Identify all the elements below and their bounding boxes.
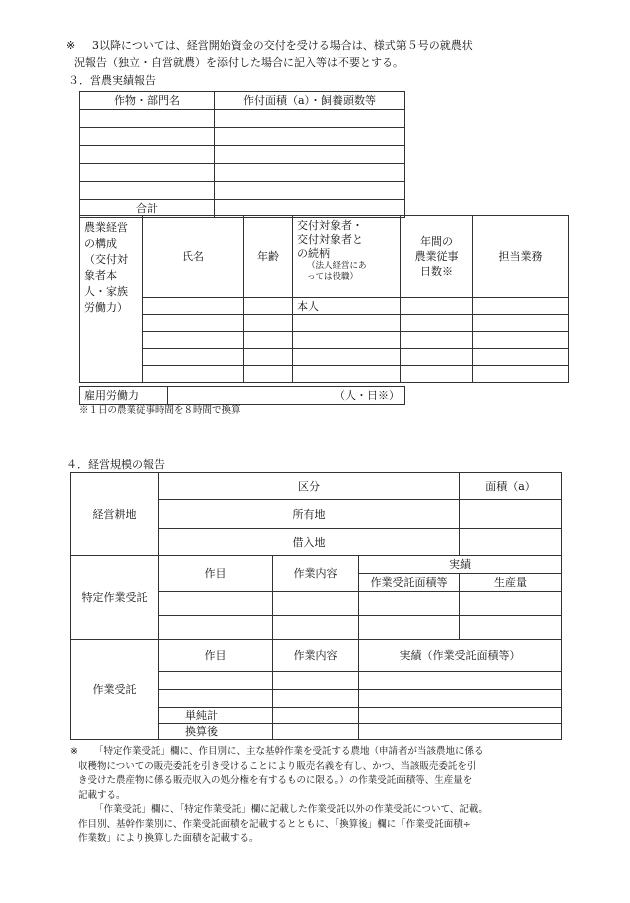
crops-header-area: 作付面積（a）・飼養頭数等 [215,92,405,110]
table-row [80,349,569,366]
specific-col-area: 作業受託面積等 [359,574,460,592]
work-col-item: 作目 [159,640,273,672]
table-row [80,164,405,182]
crops-total-label: 合計 [80,200,215,218]
table-row [80,332,569,349]
section3-title: ３．営農実績報告 [68,74,156,87]
col-age: 年齢 [244,216,293,298]
farmland-label: 経営耕地 [71,473,159,556]
farmland-leased: 借入地 [159,529,460,556]
composition-row-label: 農業経営 の構成 （交付対 象者本 人・家族 労働力） [80,216,143,383]
top-note-line1: 3以降については、経営開始資金の交付を受ける場合は、様式第５号の就農状 [92,39,473,52]
hired-labor-table [79,386,405,405]
scale-table [70,472,562,740]
bottom-notes: 「特定作業受託」欄に、作目別に、主な基幹作業を受託する農地（申請者が当該農地に係る 収穫物についての販売委託を引き受けることにより販売名義を有し、かつ、当該販売委託を引 き受けた農産物に係る販売収入の処分権を有するものに限る。）の作業受託面積等、生産量を 記載する。 「作業受託」欄に、「特定作業受託」欄に記載した作業受託以外の作業受託について、記載。 作目別、基幹作業別に、作業受託面積を記載するとともに、「換算後」欄に「作業受託面積÷ 作業数」により換算した面積を記載する。 [78,746,488,844]
work-converted: 換算後 [159,724,273,740]
work-label: 作業受託 [71,640,159,740]
table-row [80,146,405,164]
col-name: 氏名 [143,216,244,298]
section3-footnote: ※１日の農業従事時間を８時間で換算 [79,405,241,416]
table-row [80,315,569,332]
col-duty: 担当業務 [473,216,569,298]
section4-title: ４．経営規模の報告 [66,458,165,471]
specific-col-content: 作業内容 [273,556,359,592]
top-note-line2: 況報告（独立・自営就農）を添付した場合に記入等は不要とする。 [74,56,404,69]
composition-table [79,215,569,383]
table-row [80,298,569,315]
table-row [80,366,569,383]
specific-col-output: 生産量 [460,574,562,592]
hired-label: 雇用労働力 [80,387,168,405]
self-label: 本人 [293,298,401,315]
work-col-result: 実績（作業受託面積等） [359,640,562,672]
top-note-mark: ※ [66,39,76,52]
table-row [80,128,405,146]
farmland-col-category: 区分 [159,473,460,500]
col-relation: 交付対象者・ 交付対象者と の続柄 （法人経営にあ っては役職） [293,216,401,298]
bottom-note-mark: ※ [70,746,78,757]
farmland-owned: 所有地 [159,500,460,529]
table-row [80,182,405,200]
table-row [80,110,405,128]
col-days: 年間の 農業従事 日数※ [401,216,473,298]
crops-table [79,91,405,218]
hired-unit[interactable]: （人・日※） [168,387,405,405]
crops-header-name: 作物・部門名 [80,92,215,110]
farmland-col-area: 面積（a） [460,473,562,500]
work-simple-total: 単純計 [159,708,273,724]
work-col-content: 作業内容 [273,640,359,672]
specific-col-item: 作目 [159,556,273,592]
specific-col-result: 実績 [359,556,562,574]
specific-work-label: 特定作業受託 [71,556,159,640]
